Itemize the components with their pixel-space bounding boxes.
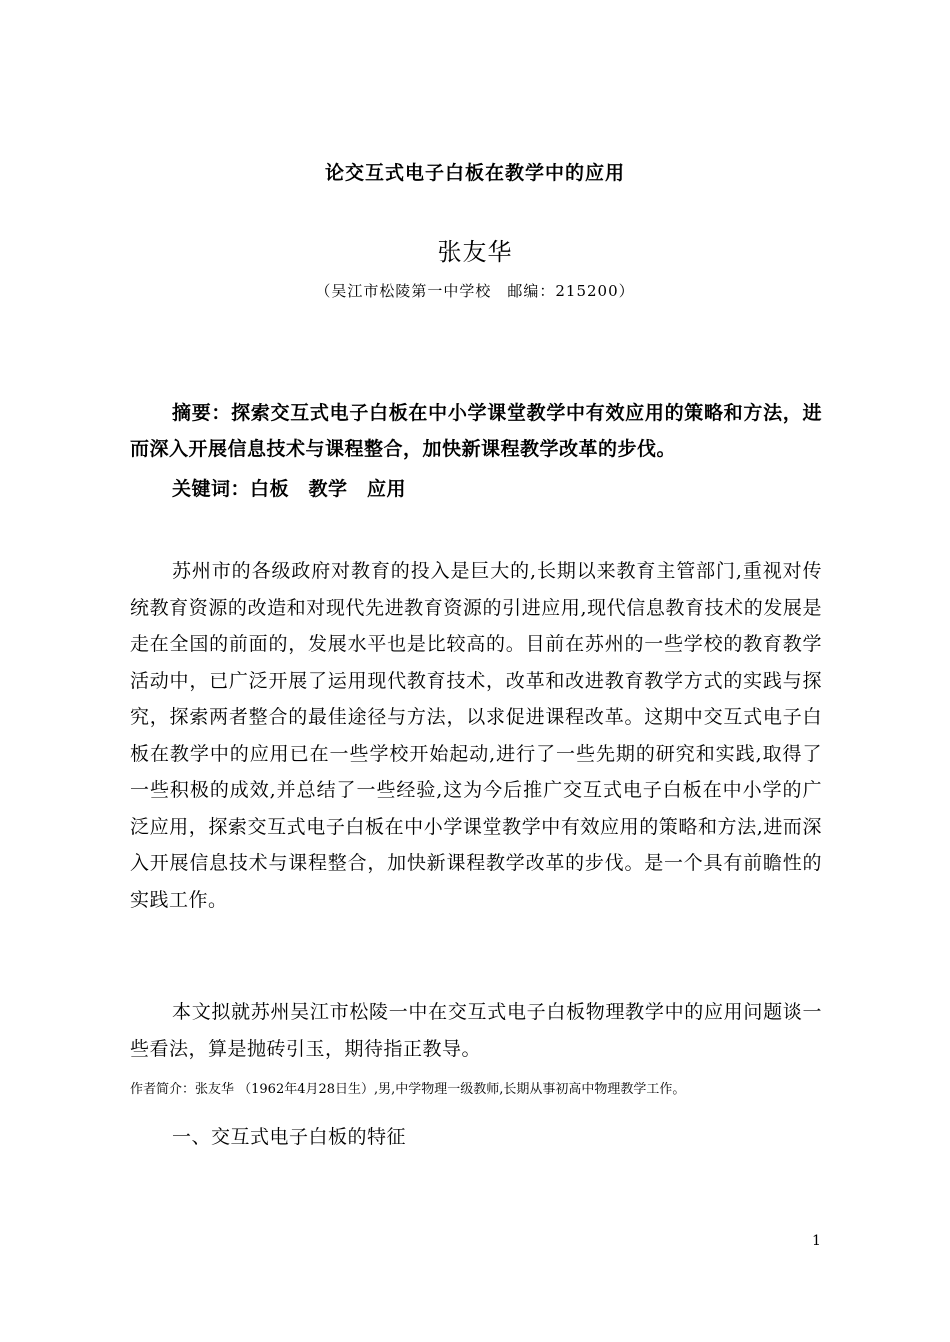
author-affiliation: （吴江市松陵第一中学校 邮编：215200）	[315, 282, 635, 300]
keywords: 关键词：白板 教学 应用	[172, 478, 407, 500]
author-name: 张友华	[437, 238, 513, 266]
body-paragraph-1: 苏州市的各级政府对教育的投入是巨大的,长期以来教育主管部门,重视对传统教育资源的改造和对现代先进教育资源的引进应用,现代信息教育技术的发展是走在全国的前面的，发展水平也是比较高的。目前在苏州的一些学校的教育教学活动中，已广泛开展了运用现代教育技术，改革和改进教育教学方式的实践与探究，探索两者整合的最佳途径与方法，以求促进课程改革。这期中交互式电子白板在教学中的应用已在一些学校开始起动,进行了一些先期的研究和实践,取得了一些积极的成效,并总结了一些经验,这为今后推广交互式电子白板在中小学的广泛应用，探索交互式电子白板在中小学课堂教学中有效应用的策略和方法,进而深入开展信息技术与课程整合，加快新课程教学改革的步伐。是一个具有前瞻性的实践工作。	[130, 560, 822, 911]
author-footnote: 作者简介：张友华 （1962年4月28日生）,男,中学物理一级教师,长期从事初高中物理教学工作。	[130, 1082, 686, 1097]
section-heading: 一、交互式电子白板的特征	[172, 1126, 407, 1148]
page-number: 1	[812, 1233, 821, 1249]
document-title: 论交互式电子白板在教学中的应用	[324, 162, 625, 184]
abstract: 摘要：探索交互式电子白板在中小学课堂教学中有效应用的策略和方法，进而深入开展信息技术与课程整合，加快新课程教学改革的步伐。	[130, 402, 822, 460]
body-paragraph-2: 本文拟就苏州吴江市松陵一中在交互式电子白板物理教学中的应用问题谈一些看法，算是抛砖引玉，期待指正教导。	[130, 1001, 822, 1060]
